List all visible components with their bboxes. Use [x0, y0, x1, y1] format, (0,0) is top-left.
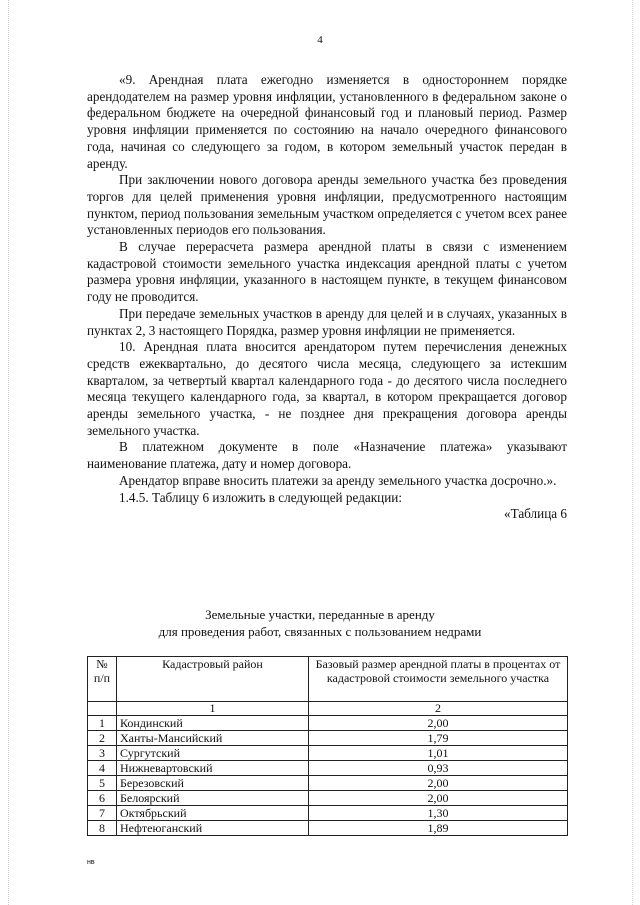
scan-edge-left: [8, 0, 10, 905]
table-row: [88, 716, 568, 731]
paragraph-item-9: «9. Арендная плата ежегодно изменяется в одностороннем порядке арендодателем на размер уровня инфляции, установленного в федеральном законе о федеральном бюджете на очередной финансовый год и плановый период. Размер уровня инфляции применяется по состоянию на начало очередного финансового года, начиная со следующего за годом, в котором земельный участок передан в аренду.: [87, 72, 567, 171]
row-district: Кондинский: [117, 716, 309, 731]
row-rate: 2,00: [309, 791, 568, 806]
table-row: [88, 761, 568, 776]
subheader-col-1: 1: [117, 702, 309, 716]
row-district: Ханты-Мансийский: [117, 731, 309, 746]
row-number: 8: [88, 821, 117, 836]
scan-edge-right: [632, 0, 634, 905]
paragraph-item-10: 10. Арендная плата вносится арендатором путем перечисления денежных средств ежеквартально, до десятого числа месяца, следующего за истекшим кварталом, за четвертый квартал календарного года - до десятого числа последнего месяца текущего календарного года, за квартал, в котором прекращается договор аренды земельного участка, - не позднее дня прекращения договора аренды земельного участка.: [87, 339, 567, 438]
row-rate: 1,30: [309, 806, 568, 821]
subheader-empty: [88, 702, 117, 716]
land-lease-table: [87, 656, 568, 836]
row-district: Октябрьский: [117, 806, 309, 821]
paragraph-early-payment: Арендатор вправе вносить платежи за аренду земельного участка досрочно.».: [119, 472, 557, 488]
paragraph-payment-document: В платежном документе в поле «Назначение платежа» указывают наименование платежа, дату и номер договора.: [87, 439, 567, 472]
row-number: 7: [88, 806, 117, 821]
table-title-line-2: для проведения работ, связанных с пользованием недрами: [158, 624, 482, 639]
row-district: Нижневартовский: [117, 761, 309, 776]
row-number: 5: [88, 776, 117, 791]
table-label: «Таблица 6: [504, 506, 567, 522]
subheader-col-2: 2: [309, 702, 568, 716]
page-number: 4: [317, 34, 323, 46]
row-rate: 0,93: [309, 761, 568, 776]
table-row: [88, 776, 568, 791]
table-header-row: [88, 657, 568, 702]
document-body: [87, 72, 567, 523]
table-title-line-1: Земельные участки, переданные в аренду: [205, 607, 435, 622]
row-district: Березовский: [117, 776, 309, 791]
row-district: Нефтеюганский: [117, 821, 309, 836]
header-number: № п/п: [88, 657, 117, 702]
paragraph-transfer: При передаче земельных участков в аренду для целей и в случаях, указанных в пунктах 2, 3 настоящего Порядка, размер уровня инфляции не применяется.: [87, 305, 567, 338]
row-number: 1: [88, 716, 117, 731]
table-row: [88, 821, 568, 836]
paragraph-table-instruction: 1.4.5. Таблицу 6 изложить в следующей редакции:: [119, 489, 402, 505]
row-number: 2: [88, 731, 117, 746]
table-row: [88, 746, 568, 761]
header-rate: Базовый размер арендной платы в процентах от кадастровой стоимости земельного участка: [309, 657, 568, 702]
paragraph-new-contract: При заключении нового договора аренды земельного участка без проведения торгов для целей применения уровня инфляции, предусмотренного настоящим пунктом, период пользования земельным участком определяется с учетом всех ранее установленных периодов его пользования.: [87, 172, 567, 238]
table-row: [88, 806, 568, 821]
row-number: 3: [88, 746, 117, 761]
row-number: 4: [88, 761, 117, 776]
paragraph-recalculation: В случае перерасчета размера арендной платы в связи с изменением кадастровой стоимости земельного участка индексация арендной платы с учетом размера уровня инфляции, указанного в настоящем пункте, в текущем финансовом году не проводится.: [87, 239, 567, 305]
table-subheader-row: [88, 702, 568, 716]
row-rate: 1,89: [309, 821, 568, 836]
footer-mark: нв: [87, 859, 95, 866]
row-district: Сургутский: [117, 746, 309, 761]
row-rate: 1,01: [309, 746, 568, 761]
row-number: 6: [88, 791, 117, 806]
table-row: [88, 791, 568, 806]
header-district: Кадастровый район: [117, 657, 309, 702]
row-rate: 2,00: [309, 716, 568, 731]
row-rate: 1,79: [309, 731, 568, 746]
table-row: [88, 731, 568, 746]
table-title: [0, 606, 640, 640]
row-district: Белоярский: [117, 791, 309, 806]
row-rate: 2,00: [309, 776, 568, 791]
